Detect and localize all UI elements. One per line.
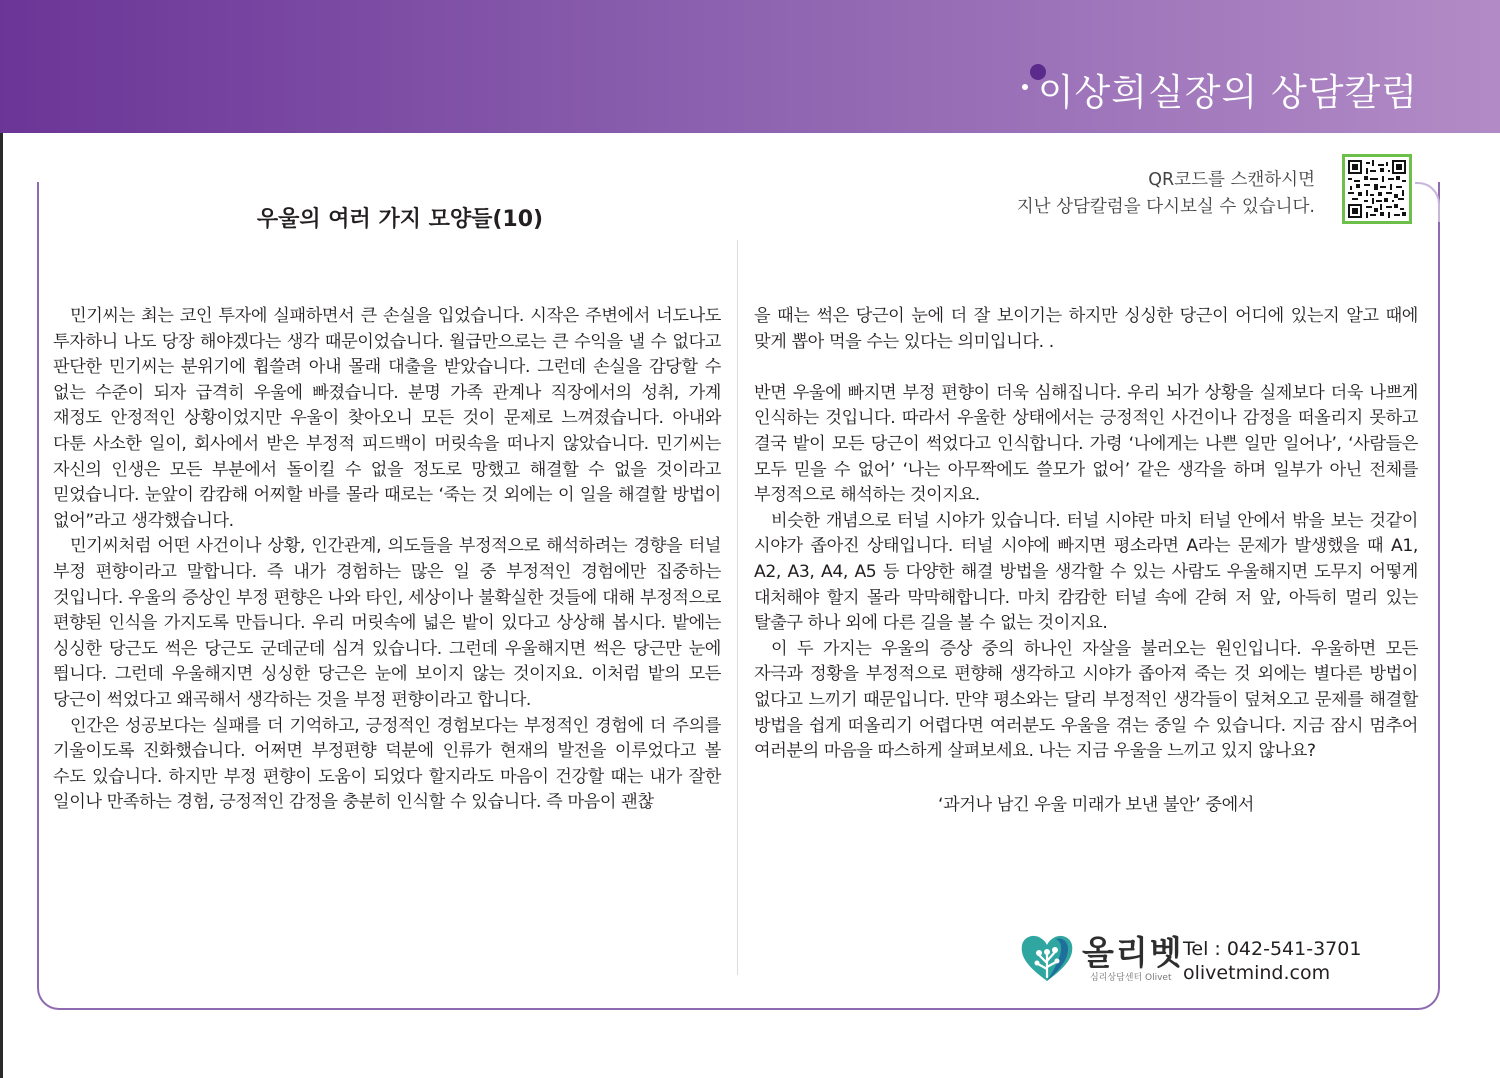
article-paragraph: 민기씨처럼 어떤 사건이나 상황, 인간관계, 의도들을 부정적으로 해석하려는 경향을 터널 부정 편향이라고 말합니다. 즉 내가 경험하는 많은 일 중 부정적인 경험에만 집중하는 것입니다. 우울의 증상인 부정 편향은 나와 타인, 세상이나 불확실한 것들에 대해 부정적으로 편향된 인식을 가지도록 만듭니다. 우리 머릿속에 넓은 밭이 있다고 상상해 봅시다. 밭에는 싱싱한 당근도 썩은 당근도 군데군데 심겨 있습니다. 그런데 우울해지면 썩은 당근만 눈에 띕니다. 그런데 우울해지면 싱싱한 당근은 눈에 보이지 않는 것이지요. 이처럼 밭의 모든 당근이 썩었다고 왜곡해서 생각하는 것을 부정 편향이라고 합니다. [53, 536, 721, 710]
heart-tree-logo-icon [1018, 931, 1076, 983]
paragraph-gap [754, 355, 1418, 381]
article-paragraph: 민기씨는 최는 코인 투자에 실패하면서 큰 손실을 입었습니다. 시작은 주변에서 너도나도 투자하니 나도 당장 해야겠다는 생각 때문이었습니다. 월급만으로는 큰 수익을 낼 수 없다고 판단한 민기씨는 분위기에 휩쓸려 아내 몰래 대출을 받았습니다. 그런데 손실을 감당할 수 없는 수준이 되자 급격히 우울에 빠졌습니다. 분명 가족 관계나 직장에서의 성취, 가계 재정도 안정적인 상황이었지만 우울이 찾아오니 모든 것이 문제로 느껴졌습니다. 아내와 다툰 사소한 일이, 회사에서 받은 부정적 피드백이 머릿속을 떠나지 않았습니다. 민기씨는 자신의 인생은 모든 부분에서 돌이킬 수 없을 정도로 망했고 해결할 수 없을 것이라고 믿었습니다. 눈앞이 캄캄해 어찌할 바를 몰라 때로는 ‘죽는 것 외에는 이 일을 해결할 방법이 없어”라고 생각했습니다. [53, 306, 721, 531]
source-citation: ‘과거나 남긴 우울 미래가 보낸 불안’ 중에서 [938, 794, 1254, 815]
header-band [0, 0, 1500, 133]
brand-subtitle: 심리상담센터 Olivet [1090, 973, 1172, 983]
column-divider [737, 240, 738, 975]
article-paragraph-continuation: 을 때는 썩은 당근이 눈에 더 잘 보이기는 하지만 싱싱한 당근이 어디에 있는지 알고 때에 맞게 뽑아 먹을 수는 있다는 의미입니다. . [754, 306, 1418, 352]
qr-caption-line1: QR코드를 스캔하시면 [1148, 170, 1315, 190]
column-series-title: 이상희실장의 상담칼럼 [1037, 71, 1418, 114]
article-left-column [53, 304, 721, 816]
article-paragraph: 인간은 성공보다는 실패를 더 기억하고, 긍정적인 경험보다는 부정적인 경험에 더 주의를 기울이도록 진화했습니다. 어쩌면 부정편향 덕분에 인류가 현재의 발전을 이루었다고 볼 수도 있습니다. 하지만 부정 편향이 도움이 되었다 할지라도 마음이 건강할 때는 내가 잘한 일이나 만족하는 경험, 긍정적인 감정을 충분히 인식할 수 있습니다. 즉 마음이 괜찮 [53, 715, 721, 813]
contact-website-link[interactable]: olivetmind.com [1183, 962, 1331, 984]
article-paragraph: 비슷한 개념으로 터널 시야가 있습니다. 터널 시야란 마치 터널 안에서 밖을 보는 것같이 시야가 좁아진 상태입니다. 터널 시야에 빠지면 평소라면 A라는 문제가 발생했을 때 A1, A2, A3, A4, A5 등 다양한 해결 방법을 생각할 수 있는 사람도 우울해지면 도무지 어떻게 대처해야 할지 몰라 막막해합니다. 마치 캄캄한 터널 속에 갇혀 저 앞, 아득히 멀리 있는 탈출구 하나 외에 다른 길을 볼 수 없는 것이지요. [754, 510, 1418, 634]
article-paragraph: 반면 우울에 빠지면 부정 편향이 더욱 심해집니다. 우리 뇌가 상황을 실제보다 더욱 나쁘게 인식하는 것입니다. 따라서 우울한 상태에서는 긍정적인 사건이나 감정을 떠올리지 못하고 결국 밭이 모든 당근이 썩었다고 인식합니다. 가령 ‘나에게는 나쁜 일만 일어나’, ‘사람들은 모두 믿을 수 없어’ ‘나는 아무짝에도 쓸모가 없어’ 같은 생각을 하며 일부가 아닌 전체를 부정적으로 해석하는 것이지요. [754, 382, 1418, 506]
qr-caption [1017, 167, 1315, 221]
brand-name: 올리벳 [1082, 933, 1184, 972]
qr-code-icon[interactable] [1342, 154, 1412, 224]
qr-caption-line2: 지난 상담칼럼을 다시보실 수 있습니다. [1016, 197, 1315, 217]
page-edge-divider [0, 133, 3, 1078]
article-title: 우울의 여러 가지 모양들(10) [256, 207, 544, 232]
contact-tel: Tel : 042-541-3701 [1183, 938, 1362, 960]
article-paragraph: 이 두 가지는 우울의 증상 중의 하나인 자살을 불러오는 원인입니다. 우울하면 모든 자극과 정황을 부정적으로 편향해 생각하고 시야가 좁아져 죽는 것 외에는 별다른 방법이 없다고 느끼기 때문입니다. 만약 평소와는 달리 부정적인 생각들이 덮쳐오고 문제를 해결할 방법을 쉽게 떠올리기 어렵다면 여러분도 우울을 겪는 중일 수 있습니다. 지금 잠시 멈추어 여러분의 마음을 따스하게 살펴보세요. 나는 지금 우울을 느끼고 있지 않나요? [754, 638, 1418, 762]
contact-info [1183, 937, 1361, 985]
article-right-column [754, 304, 1418, 818]
